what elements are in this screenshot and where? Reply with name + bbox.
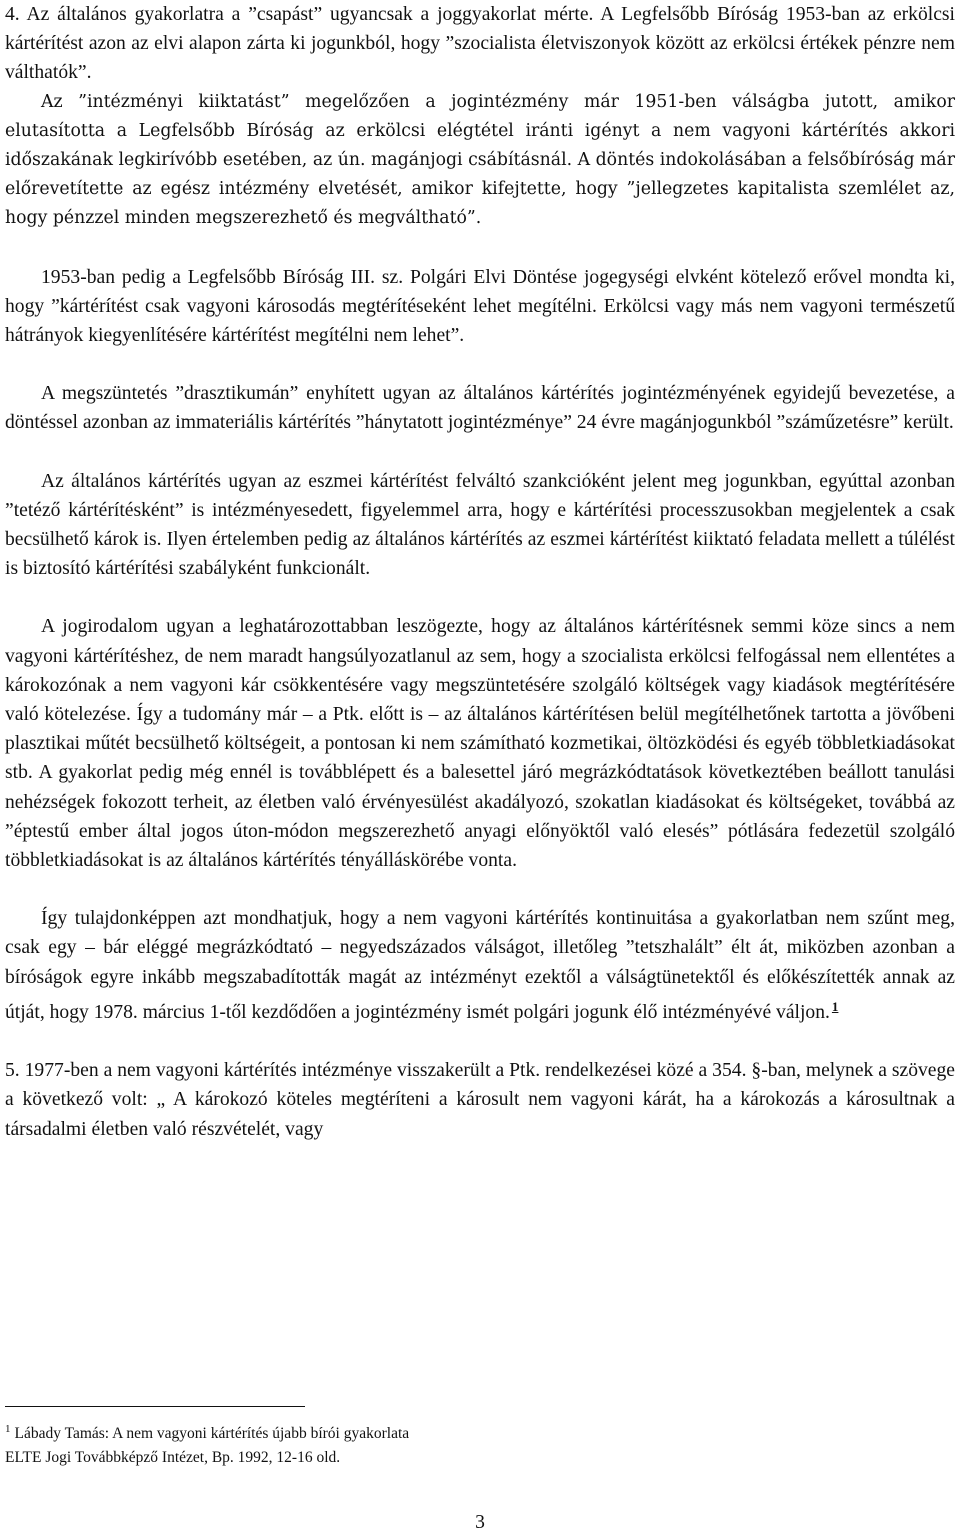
document-body [5,0,955,1144]
spacer [5,234,955,263]
footnote-separator [5,1406,305,1407]
footnote-line-1 [5,1417,945,1446]
paragraph-continuity-text: Így tulajdonképpen azt mondhatjuk, hogy a nem vagyoni kártérítés kontinuitása a gyakorlatban nem szűnt meg, csak egy – bár eléggé megrázkódtató – negyedszázados válságot, illetőleg ”tetszhalált” élt át, miközben azonban a bíróságok egyre inkább megszabadították magát az intézményt ezektől a válságtünetektől és előkészítették annak az útját, hogy 1978. március 1-től kezdődően a jogintézmény ismét polgári jogunk élő intézményévé váljon. [5,908,955,1023]
spacer [5,583,955,612]
paragraph-general-damages: Az általános kártérítés ugyan az eszmei kártérítést felváltó szankcióként jelent meg jogunkban, egyúttal azonban ”tetéző kártérítésként” is intézményesedett, figyelemmel arra, hogy e kártérítési processzusokban megjelentek a csak becsülhető károk is. Ilyen értelemben pedig az általános kártérítés az eszmei kártérítést kiiktató feladata mellett a túlélést is biztosító kártérítési szabályként funkcionált. [5,470,955,580]
spacer [5,438,955,467]
paragraph-continuity [5,904,955,1027]
footnote [5,1417,945,1470]
footnote-reference[interactable]: 1 [831,998,839,1014]
paragraph-abolition: A megszüntetés ”drasztikumán” enyhített ugyan az általános kártérítés jogintézményének egyidejű bevezetése, a döntéssel azonban az immateriális kártérítés ”hánytatott jogintézménye” 24 évre magánjogunkból ”száműzetésre” került. [5,383,955,434]
spacer [5,875,955,904]
paragraph-legal-literature: A jogirodalom ugyan a leghatározottabban leszögezte, hogy az általános kártérítésnek semmi köze sincs a nem vagyoni kártérítéshez, de nem maradt hangsúlyozatlanul az sem, hogy a szocialista erkölcsi felfogással nem ellentétes a károkozónak a nem vagyoni kár csökkentésére vagy megszüntetésére szolgáló költségek vagy kiadások megtérítésére való kötelezése. Így a tudomány már – a Ptk. előtt is – az általános kártérítésen belül megítélhetőnek tartotta a jövőbeni plasztikai műtét becsülhető költségeit, a pontosan ki nem számítható kozmetikai, öltözködési és egyéb többletkiadásokat stb. A gyakorlat pedig még ennél is továbblépett és a balesettel járó megrázkódtatások következtében beállott tanulási nehézségek fokozott terheit, az életben való érvényesülést akadályozó, szokatlan kiadásokat és költségeket, továbbá az ”éptestű ember által jogos úton-módon megszerezhető anyagi előnyöktől való elesés” pótlására fedezetül szolgáló többletkiadásokat is az általános kártérítés tényálláskörébe vonta. [5,616,955,872]
paragraph-4-continuation: Az ”intézményi kiiktatást” megelőzően a jogintézmény már 1951-ben válságba jutott, amikor elutasította a Legfelsőbb Bíróság az erkölcsi elégtétel iránti igényt a nem vagyoni kártérítés akkori időszakának legkirívóbb esetében, az ún. magánjogi csábításnál. A döntés indokolásában a felsőbíróság már előrevetítette az egész intézmény elvetését, amikor kifejtette, hogy ”jellegzetes kapitalista szemlélet az, hogy pénzzel minden megszerezhető és megváltható”. [5,91,955,229]
spacer [5,350,955,379]
page-number: 3 [475,1512,485,1533]
spacer [5,1027,955,1056]
paragraph-1953-decision: 1953-ban pedig a Legfelsőbb Bíróság III. sz. Polgári Elvi Döntése jogegységi elvként kötelező erővel mondta ki, hogy ”kártérítést csak vagyoni károsodás megtérítéseként lehet megítélni. Erkölcsi vagy más nem vagyoni természetű hátrányok kiegyenlítésére kártérítést megítélni nem lehet”. [5,266,955,347]
footnote-line-2: ELTE Jogi Továbbképző Intézet, Bp. 1992, 12-16 old. [5,1449,341,1466]
paragraph-5-reinstatement: 5. 1977-ben a nem vagyoni kártérítés intézménye visszakerült a Ptk. rendelkezései közé a 354. §-ban, melynek a szövege a következő volt: „ A károkozó köteles megtéríteni a károsult nem vagyoni kárát, ha a károkozás a károsultnak a társadalmi életben való részvételét, vagy [5,1060,955,1140]
footnote-citation: Lábady Tamás: A nem vagyoni kártérítés újabb bírói gyakorlata [14,1425,410,1442]
paragraph-4-intro: 4. Az általános gyakorlatra a ”csapást” ugyancsak a joggyakorlat mérte. A Legfelsőbb Bíróság 1953-ban az erkölcsi kártérítést azon az elvi alapon zárta ki jogunkból, hogy ”szocialista életviszonyok között az erkölcsi értékek pénzre nem válthatók”. [5,4,955,84]
footnote-number: 1 [5,1423,11,1435]
